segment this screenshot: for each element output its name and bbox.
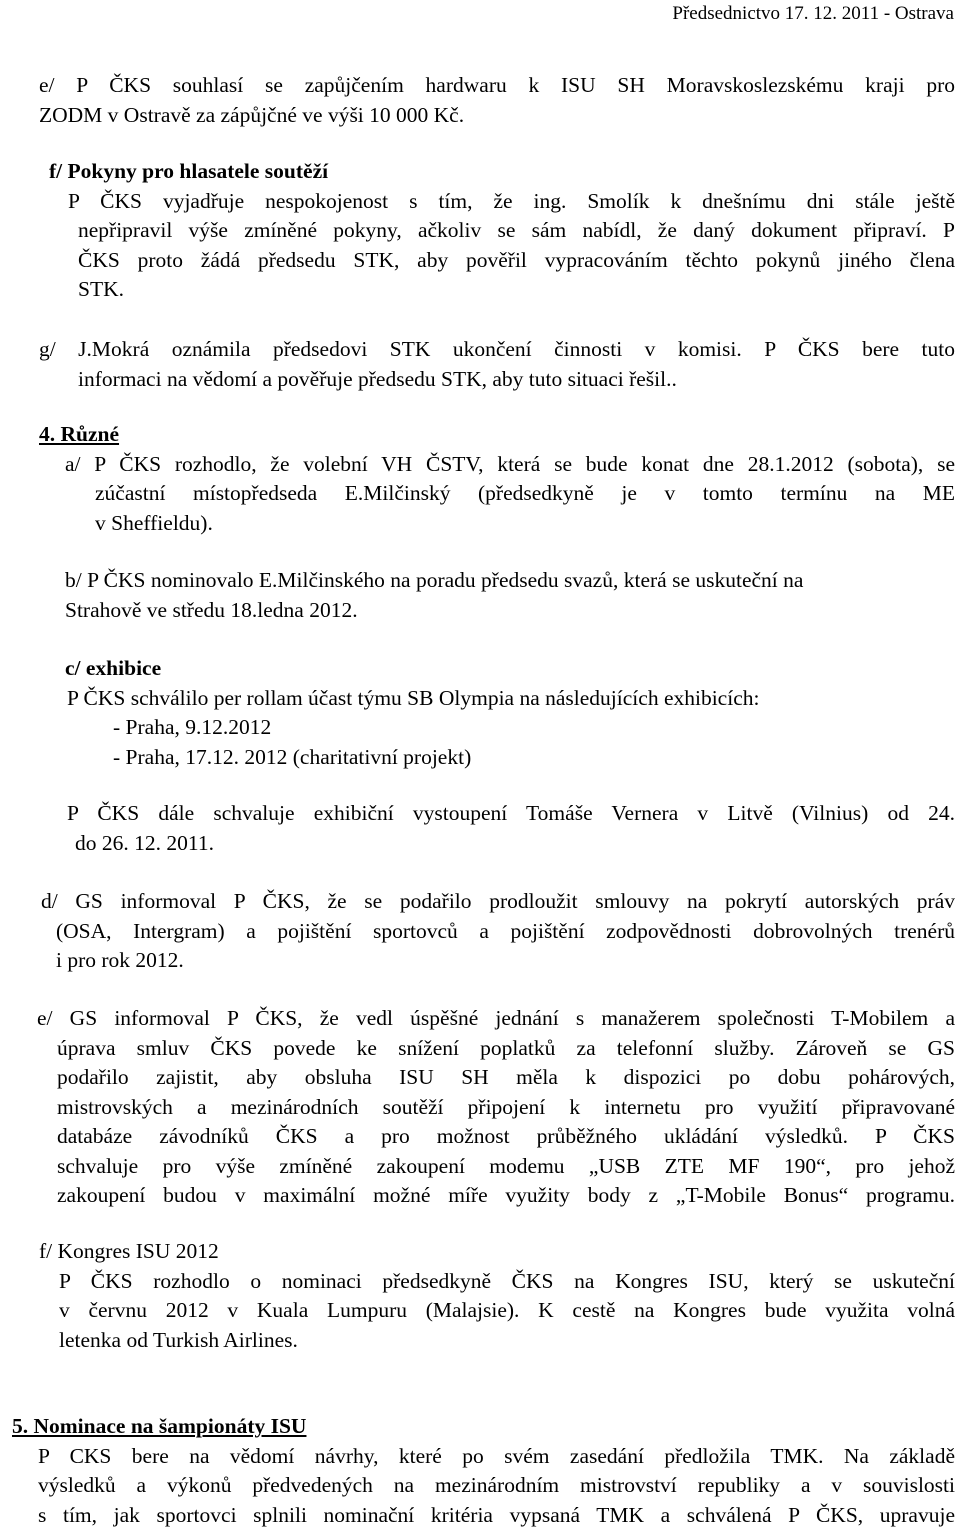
line: P ČKS schválilo per rollam účast týmu SB Olympia na následujících exhibicích: (65, 684, 955, 714)
item-c-exhibice-verner (67, 799, 955, 858)
item-b-nomination (65, 566, 955, 625)
line: zúčastní místopředseda E.Milčinský (předsedkyně je v tomto termínu na ME (39, 479, 955, 509)
line: P ČKS rozhodlo o nominaci předsedkyně ČKS na Kongres ISU, který se uskuteční (39, 1267, 955, 1297)
line: databáze závodníků ČKS a pro možnost průběžného ukládání výsledků. P ČKS (37, 1122, 955, 1152)
line: i pro rok 2012. (41, 946, 955, 976)
line: ZODM v Ostravě za zápůjčné ve výši 10 000 Kč. (39, 101, 955, 131)
line: mistrovských a mezinárodních soutěží připojení k internetu pro využití připravované (37, 1093, 955, 1123)
line: a/ P ČKS rozhodlo, že volební VH ČSTV, která se bude konat dne 28.1.2012 (sobota), se (39, 450, 955, 480)
line: e/ GS informoval P ČKS, že vedl úspěšné jednání s manažerem společnosti T-Mobilem a (37, 1004, 955, 1034)
line: schvaluje pro výše zmíněné zakoupení modemu „USB ZTE MF 190“, pro jehož (37, 1152, 955, 1182)
item-c-exhibice (65, 654, 955, 772)
line: úprava smluv ČKS povede ke snížení poplatků za telefonní služby. Zároveň se GS (37, 1034, 955, 1064)
line: d/ GS informoval P ČKS, že se podařilo prodloužit smlouvy na pokrytí autorských práv (41, 887, 955, 917)
item-g-mokra (39, 335, 955, 394)
line: (OSA, Intergram) a pojištění sportovců a pojištění zodpovědnosti dobrovolných trenérů (41, 917, 955, 947)
item-heading: f/ Pokyny pro hlasatele soutěží (39, 157, 955, 187)
line: do 26. 12. 2011. (67, 829, 955, 859)
section-4-ruzne (39, 420, 955, 538)
line: výsledků a výkonů předvedených na mezinárodním mistrovství republiky a v souvislosti (12, 1471, 955, 1501)
section-heading: 5. Nominace na šampionáty ISU (12, 1412, 955, 1442)
item-heading: f/ Kongres ISU 2012 (39, 1237, 955, 1267)
line: ČKS proto žádá předsedu STK, aby pověřil vypracováním těchto pokynů jiného člena (39, 246, 955, 276)
line: zakoupení budou v maximální možné míře využity body z „T-Mobile Bonus“ programu. (37, 1181, 955, 1211)
page-header: Předsednictvo 17. 12. 2011 - Ostrava (672, 3, 954, 25)
line: b/ P ČKS nominovalo E.Milčinského na poradu předsedu svazů, která se uskuteční na (65, 566, 955, 596)
line: STK. (39, 275, 955, 305)
item-e-tmobile (37, 1004, 955, 1211)
item-f-announcers (39, 157, 955, 305)
section-heading: 4. Různé (39, 420, 955, 450)
line: v Sheffieldu). (39, 509, 955, 539)
item-f-kongres (39, 1237, 955, 1355)
line: g/ J.Mokrá oznámila předsedovi STK ukončení činnosti v komisi. P ČKS bere tuto (39, 335, 955, 365)
line: e/ P ČKS souhlasí se zapůjčením hardwaru k ISU SH Moravskoslezskému kraji pro (39, 71, 955, 101)
line: P ČKS vyjadřuje nespokojenost s tím, že ing. Smolík k dnešnímu dni stále ještě (39, 187, 955, 217)
item-heading: c/ exhibice (65, 654, 955, 684)
item-d-contracts (41, 887, 955, 976)
line: - Praha, 9.12.2012 (65, 713, 955, 743)
line: v červnu 2012 v Kuala Lumpuru (Malajsie). K cestě na Kongres bude využita volná (39, 1296, 955, 1326)
line: informaci na vědomí a pověřuje předsedu STK, aby tuto situaci řešil.. (39, 365, 955, 395)
section-5-nominace (12, 1412, 955, 1530)
line: Strahově ve středu 18.ledna 2012. (65, 596, 955, 626)
line: s tím, jak sportovci splnili nominační kritéria vypsaná TMK a schválená P ČKS, upravuje (12, 1501, 955, 1530)
line: letenka od Turkish Airlines. (39, 1326, 955, 1356)
line: P CKS bere na vědomí návrhy, které po svém zasedání předložila TMK. Na základě (12, 1442, 955, 1472)
line: P ČKS dále schvaluje exhibiční vystoupení Tomáše Vernera v Litvě (Vilnius) od 24. (67, 799, 955, 829)
line: - Praha, 17.12. 2012 (charitativní projekt) (65, 743, 955, 773)
line: podařilo zajistit, aby obsluha ISU SH měla k dispozici po dobu pohárových, (37, 1063, 955, 1093)
item-e-hardware (39, 71, 955, 130)
line: nepřipravil výše zmíněné pokyny, ačkoliv se sám nabídl, že daný dokument připraví. P (39, 216, 955, 246)
